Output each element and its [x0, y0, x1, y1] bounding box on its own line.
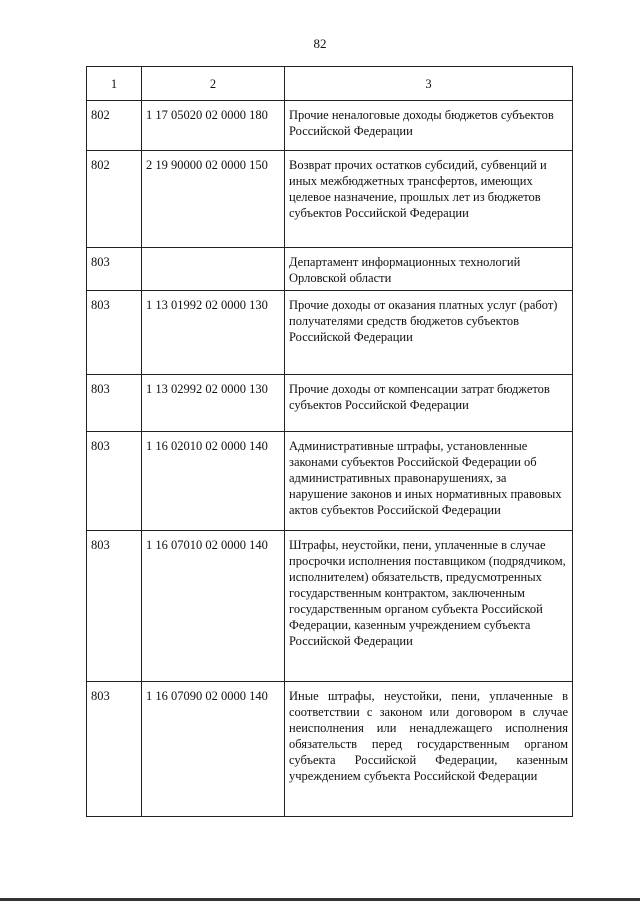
admin-code-cell: 803 [87, 682, 142, 817]
table-row [87, 248, 573, 291]
header-col-3: 3 [285, 67, 573, 101]
revenue-code-cell: 1 16 02010 02 0000 140 [142, 432, 285, 531]
revenue-name-cell: Административные штрафы, установленные законами субъектов Российской Федерации об административных правонарушениях, за нарушение законов и иных нормативных правовых актов субъектов Российской Федерации [285, 432, 573, 531]
page-number: 82 [313, 36, 327, 51]
revenue-name-cell: Прочие доходы от оказания платных услуг (работ) получателями средств бюджетов субъектов Российской Федерации [285, 291, 573, 375]
table-row [87, 375, 573, 432]
revenue-classification-table [86, 66, 573, 817]
revenue-name-cell: Прочие доходы от компенсации затрат бюджетов субъектов Российской Федерации [285, 375, 573, 432]
revenue-code-cell: 1 16 07090 02 0000 140 [142, 682, 285, 817]
table-row [87, 531, 573, 682]
revenue-name-cell: Иные штрафы, неустойки, пени, уплаченные в соответствии с законом или договором в случае неисполнения или ненадлежащего исполнения обязательств перед государственным органом субъекта Российской Федерации, казенным учреждением субъекта Российской Федерации [285, 682, 573, 817]
admin-code-cell: 803 [87, 432, 142, 531]
revenue-name-cell: Возврат прочих остатков субсидий, субвенций и иных межбюджетных трансфертов, имеющих целевое назначение, прошлых лет из бюджетов субъектов Российской Федерации [285, 151, 573, 248]
header-col-1: 1 [87, 67, 142, 101]
table-row [87, 432, 573, 531]
admin-code-cell: 802 [87, 151, 142, 248]
revenue-code-cell: 1 16 07010 02 0000 140 [142, 531, 285, 682]
revenue-code-cell: 1 13 02992 02 0000 130 [142, 375, 285, 432]
admin-code-cell: 803 [87, 531, 142, 682]
admin-code-cell: 803 [87, 291, 142, 375]
revenue-code-cell: 1 13 01992 02 0000 130 [142, 291, 285, 375]
revenue-code-cell [142, 248, 285, 291]
revenue-code-cell: 2 19 90000 02 0000 150 [142, 151, 285, 248]
admin-code-cell: 803 [87, 248, 142, 291]
header-col-2: 2 [142, 67, 285, 101]
revenue-name-cell: Прочие неналоговые доходы бюджетов субъектов Российской Федерации [285, 101, 573, 151]
revenue-code-cell: 1 17 05020 02 0000 180 [142, 101, 285, 151]
revenue-name-cell: Штрафы, неустойки, пени, уплаченные в случае просрочки исполнения поставщиком (подрядчиком, исполнителем) обязательств, предусмотренных государственным контрактом, заключенным государственным органом субъекта Российской Федерации, казенным учреждением субъекта Российской Федерации [285, 531, 573, 682]
admin-code-cell: 803 [87, 375, 142, 432]
revenue-name-cell: Департамент информационных технологий Орловской области [285, 248, 573, 291]
table-row [87, 291, 573, 375]
table-header-row [87, 67, 573, 101]
table-row [87, 682, 573, 817]
table-row [87, 151, 573, 248]
page-bottom-edge [0, 898, 640, 901]
table-row [87, 101, 573, 151]
admin-code-cell: 802 [87, 101, 142, 151]
